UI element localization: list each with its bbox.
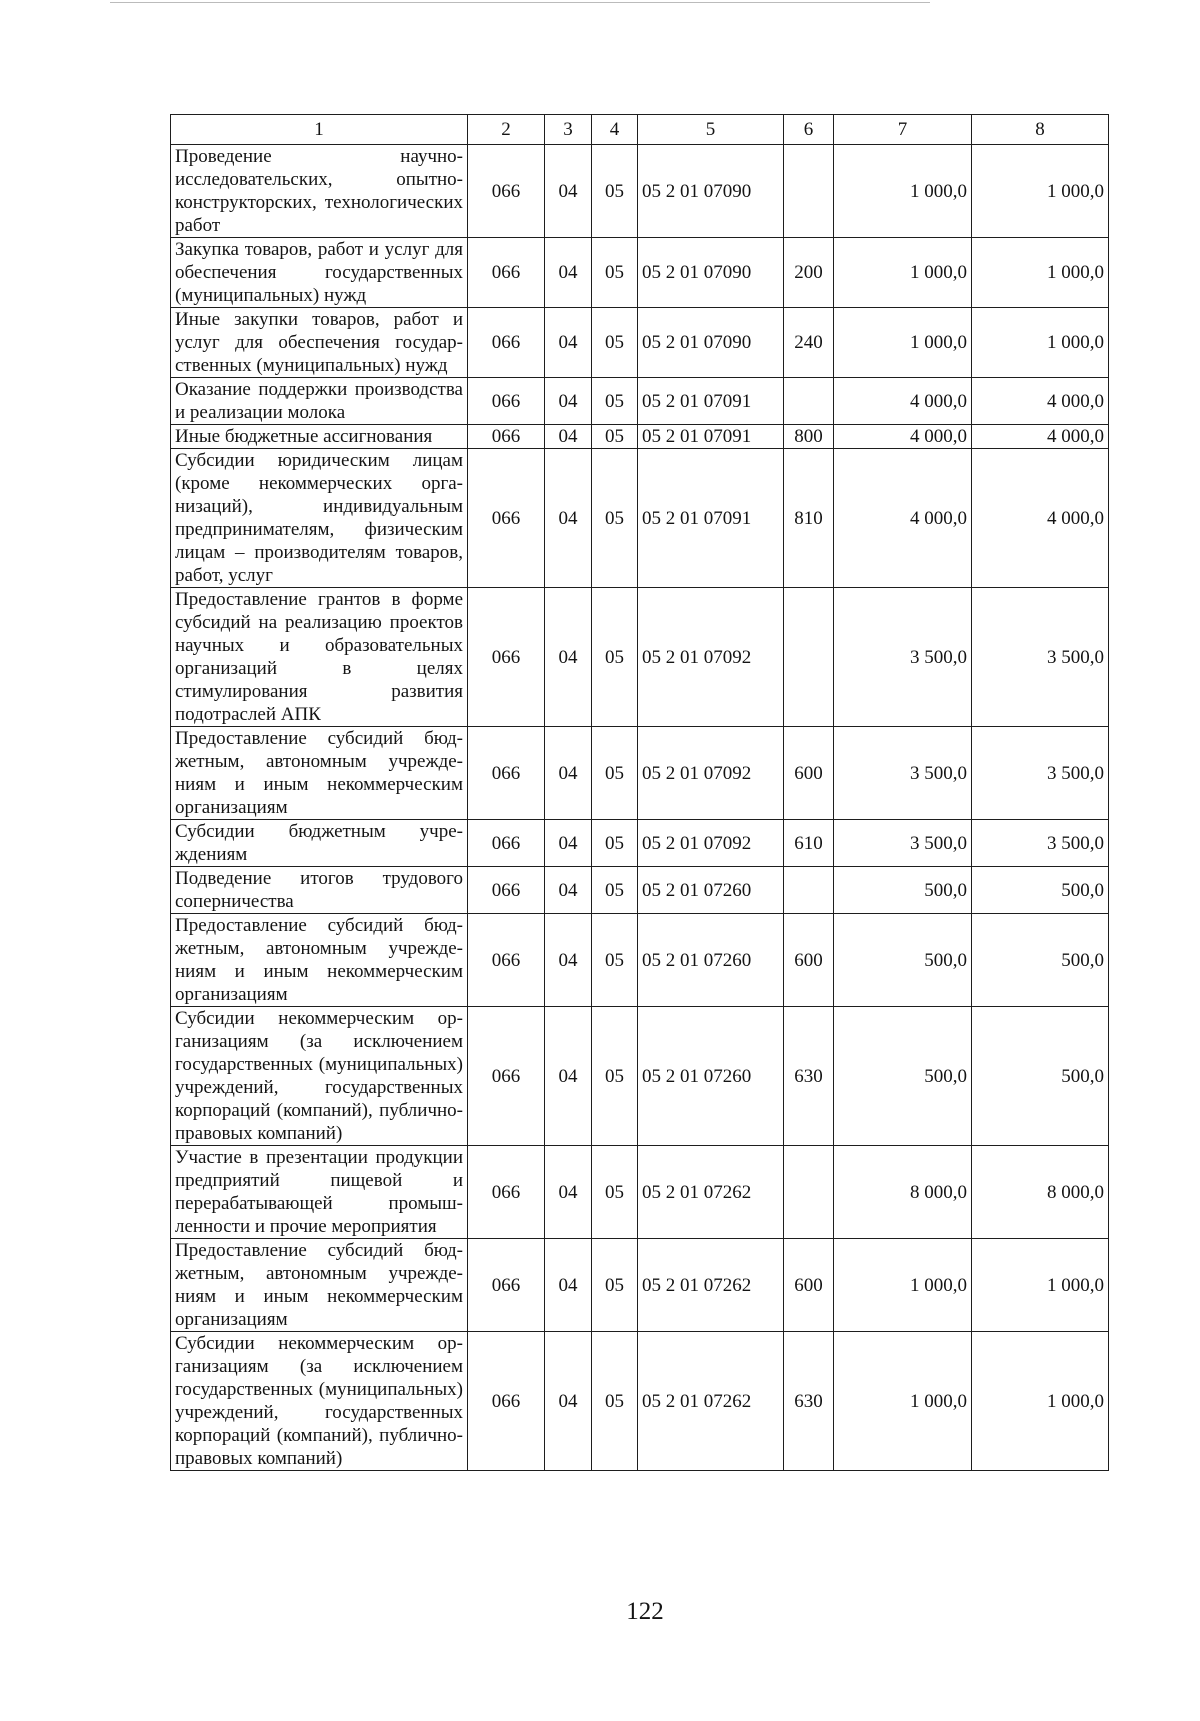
expense-type-cell: 600 — [784, 1239, 834, 1332]
target-article-cell: 05 2 01 07260 — [638, 867, 784, 914]
section-code-cell: 04 — [545, 867, 592, 914]
subsection-code-cell: 05 — [592, 1239, 638, 1332]
column-header: 3 — [545, 115, 592, 145]
row-name-cell: Субсидии юридическим лицам (кроме некоммерческих организаций), индивидуальным предпринимателям, физическим лицам – производителям товаров, работ, услуг — [171, 449, 468, 588]
expense-type-cell — [784, 145, 834, 238]
amount-year1-cell: 4 000,0 — [834, 378, 972, 425]
expense-type-cell — [784, 1146, 834, 1239]
subsection-code-cell: 05 — [592, 1332, 638, 1471]
amount-year2-cell: 4 000,0 — [972, 425, 1109, 449]
section-code-cell: 04 — [545, 1239, 592, 1332]
subsection-code-cell: 05 — [592, 1146, 638, 1239]
amount-year2-cell: 4 000,0 — [972, 449, 1109, 588]
table-row — [171, 1239, 1109, 1332]
column-header: 4 — [592, 115, 638, 145]
row-name-cell: Подведение итогов трудового соперничества — [171, 867, 468, 914]
amount-year2-cell: 3 500,0 — [972, 588, 1109, 727]
subsection-code-cell: 05 — [592, 425, 638, 449]
subsection-code-cell: 05 — [592, 727, 638, 820]
row-name-cell: Субсидии некоммерческим организациям (за исключением государственных (муниципальных) учреждений, государственных корпораций (компаний), публично-правовых компаний) — [171, 1007, 468, 1146]
expense-type-cell — [784, 588, 834, 727]
amount-year1-cell: 1 000,0 — [834, 308, 972, 378]
subsection-code-cell: 05 — [592, 449, 638, 588]
table-row — [171, 308, 1109, 378]
section-code-cell: 04 — [545, 308, 592, 378]
amount-year2-cell: 500,0 — [972, 1007, 1109, 1146]
row-name-cell: Участие в презентации продукции предприятий пищевой и перерабатывающей промышленности и прочие мероприятия — [171, 1146, 468, 1239]
section-code-cell: 04 — [545, 449, 592, 588]
subsection-code-cell: 05 — [592, 588, 638, 727]
table-row — [171, 867, 1109, 914]
ministry-code-cell: 066 — [468, 145, 545, 238]
amount-year1-cell: 500,0 — [834, 867, 972, 914]
subsection-code-cell: 05 — [592, 1007, 638, 1146]
column-header: 8 — [972, 115, 1109, 145]
target-article-cell: 05 2 01 07090 — [638, 145, 784, 238]
subsection-code-cell: 05 — [592, 238, 638, 308]
column-header: 1 — [171, 115, 468, 145]
ministry-code-cell: 066 — [468, 867, 545, 914]
ministry-code-cell: 066 — [468, 308, 545, 378]
table-row — [171, 588, 1109, 727]
table-row — [171, 820, 1109, 867]
row-name-cell: Предоставление субсидий бюджетным, автономным учреждениям и иным некоммерческим организациям — [171, 914, 468, 1007]
table-row — [171, 727, 1109, 820]
amount-year1-cell: 1 000,0 — [834, 145, 972, 238]
ministry-code-cell: 066 — [468, 914, 545, 1007]
expense-type-cell: 600 — [784, 914, 834, 1007]
column-header: 6 — [784, 115, 834, 145]
amount-year1-cell: 3 500,0 — [834, 727, 972, 820]
amount-year2-cell: 1 000,0 — [972, 308, 1109, 378]
subsection-code-cell: 05 — [592, 867, 638, 914]
target-article-cell: 05 2 01 07090 — [638, 308, 784, 378]
amount-year2-cell: 1 000,0 — [972, 238, 1109, 308]
table-row — [171, 449, 1109, 588]
target-article-cell: 05 2 01 07262 — [638, 1239, 784, 1332]
subsection-code-cell: 05 — [592, 914, 638, 1007]
section-code-cell: 04 — [545, 378, 592, 425]
amount-year1-cell: 1 000,0 — [834, 238, 972, 308]
scan-edge-line — [110, 2, 930, 3]
amount-year1-cell: 1 000,0 — [834, 1239, 972, 1332]
section-code-cell: 04 — [545, 238, 592, 308]
target-article-cell: 05 2 01 07262 — [638, 1146, 784, 1239]
subsection-code-cell: 05 — [592, 308, 638, 378]
table-row — [171, 1332, 1109, 1471]
target-article-cell: 05 2 01 07092 — [638, 727, 784, 820]
section-code-cell: 04 — [545, 820, 592, 867]
amount-year2-cell: 500,0 — [972, 914, 1109, 1007]
budget-table — [170, 114, 1109, 1471]
column-header: 5 — [638, 115, 784, 145]
ministry-code-cell: 066 — [468, 820, 545, 867]
row-name-cell: Предоставление субсидий бюджетным, автономным учреждениям и иным некоммерческим организациям — [171, 1239, 468, 1332]
section-code-cell: 04 — [545, 425, 592, 449]
row-name-cell: Закупка товаров, работ и услуг для обеспечения государственных (муниципальных) нужд — [171, 238, 468, 308]
row-name-cell: Иные бюджетные ассигнования — [171, 425, 468, 449]
section-code-cell: 04 — [545, 1332, 592, 1471]
section-code-cell: 04 — [545, 588, 592, 727]
row-name-cell: Оказание поддержки производства и реализации молока — [171, 378, 468, 425]
expense-type-cell: 240 — [784, 308, 834, 378]
expense-type-cell: 600 — [784, 727, 834, 820]
expense-type-cell: 610 — [784, 820, 834, 867]
target-article-cell: 05 2 01 07091 — [638, 378, 784, 425]
table-row — [171, 425, 1109, 449]
table-row — [171, 238, 1109, 308]
expense-type-cell: 630 — [784, 1007, 834, 1146]
ministry-code-cell: 066 — [468, 1007, 545, 1146]
amount-year1-cell: 500,0 — [834, 914, 972, 1007]
expense-type-cell — [784, 867, 834, 914]
ministry-code-cell: 066 — [468, 449, 545, 588]
amount-year1-cell: 1 000,0 — [834, 1332, 972, 1471]
ministry-code-cell: 066 — [468, 1332, 545, 1471]
amount-year1-cell: 8 000,0 — [834, 1146, 972, 1239]
amount-year2-cell: 1 000,0 — [972, 145, 1109, 238]
section-code-cell: 04 — [545, 914, 592, 1007]
table-row — [171, 378, 1109, 425]
expense-type-cell: 200 — [784, 238, 834, 308]
amount-year2-cell: 4 000,0 — [972, 378, 1109, 425]
amount-year1-cell: 3 500,0 — [834, 820, 972, 867]
row-name-cell: Субсидии бюджетным учреждениям — [171, 820, 468, 867]
amount-year2-cell: 3 500,0 — [972, 727, 1109, 820]
section-code-cell: 04 — [545, 1146, 592, 1239]
ministry-code-cell: 066 — [468, 1239, 545, 1332]
expense-type-cell — [784, 378, 834, 425]
target-article-cell: 05 2 01 07092 — [638, 820, 784, 867]
target-article-cell: 05 2 01 07260 — [638, 1007, 784, 1146]
amount-year1-cell: 4 000,0 — [834, 449, 972, 588]
expense-type-cell: 630 — [784, 1332, 834, 1471]
ministry-code-cell: 066 — [468, 727, 545, 820]
amount-year1-cell: 4 000,0 — [834, 425, 972, 449]
row-name-cell: Иные закупки товаров, работ и услуг для обеспечения государственных (муниципальных) нужд — [171, 308, 468, 378]
table-row — [171, 145, 1109, 238]
header-row — [171, 115, 1109, 145]
target-article-cell: 05 2 01 07091 — [638, 449, 784, 588]
row-name-cell: Субсидии некоммерческим организациям (за исключением государственных (муниципальных) учреждений, государственных корпораций (компаний), публично-правовых компаний) — [171, 1332, 468, 1471]
column-header: 7 — [834, 115, 972, 145]
amount-year2-cell: 3 500,0 — [972, 820, 1109, 867]
amount-year2-cell: 1 000,0 — [972, 1332, 1109, 1471]
table-row — [171, 914, 1109, 1007]
row-name-cell: Предоставление грантов в форме субсидий на реализацию проектов научных и образовательных организаций в целях стимулирования развития подотраслей АПК — [171, 588, 468, 727]
ministry-code-cell: 066 — [468, 588, 545, 727]
target-article-cell: 05 2 01 07260 — [638, 914, 784, 1007]
target-article-cell: 05 2 01 07090 — [638, 238, 784, 308]
subsection-code-cell: 05 — [592, 378, 638, 425]
subsection-code-cell: 05 — [592, 820, 638, 867]
ministry-code-cell: 066 — [468, 425, 545, 449]
section-code-cell: 04 — [545, 145, 592, 238]
section-code-cell: 04 — [545, 727, 592, 820]
amount-year2-cell: 8 000,0 — [972, 1146, 1109, 1239]
column-header: 2 — [468, 115, 545, 145]
expense-type-cell: 810 — [784, 449, 834, 588]
subsection-code-cell: 05 — [592, 145, 638, 238]
row-name-cell: Предоставление субсидий бюджетным, автономным учреждениям и иным некоммерческим организациям — [171, 727, 468, 820]
page-number: 122 — [626, 1598, 664, 1625]
expense-type-cell: 800 — [784, 425, 834, 449]
table-row — [171, 1146, 1109, 1239]
row-name-cell: Проведение научно-исследовательских, опытно-конструкторских, технологических работ — [171, 145, 468, 238]
target-article-cell: 05 2 01 07092 — [638, 588, 784, 727]
ministry-code-cell: 066 — [468, 1146, 545, 1239]
amount-year1-cell: 500,0 — [834, 1007, 972, 1146]
amount-year2-cell: 500,0 — [972, 867, 1109, 914]
ministry-code-cell: 066 — [468, 238, 545, 308]
table-row — [171, 1007, 1109, 1146]
ministry-code-cell: 066 — [468, 378, 545, 425]
amount-year1-cell: 3 500,0 — [834, 588, 972, 727]
target-article-cell: 05 2 01 07262 — [638, 1332, 784, 1471]
amount-year2-cell: 1 000,0 — [972, 1239, 1109, 1332]
target-article-cell: 05 2 01 07091 — [638, 425, 784, 449]
section-code-cell: 04 — [545, 1007, 592, 1146]
